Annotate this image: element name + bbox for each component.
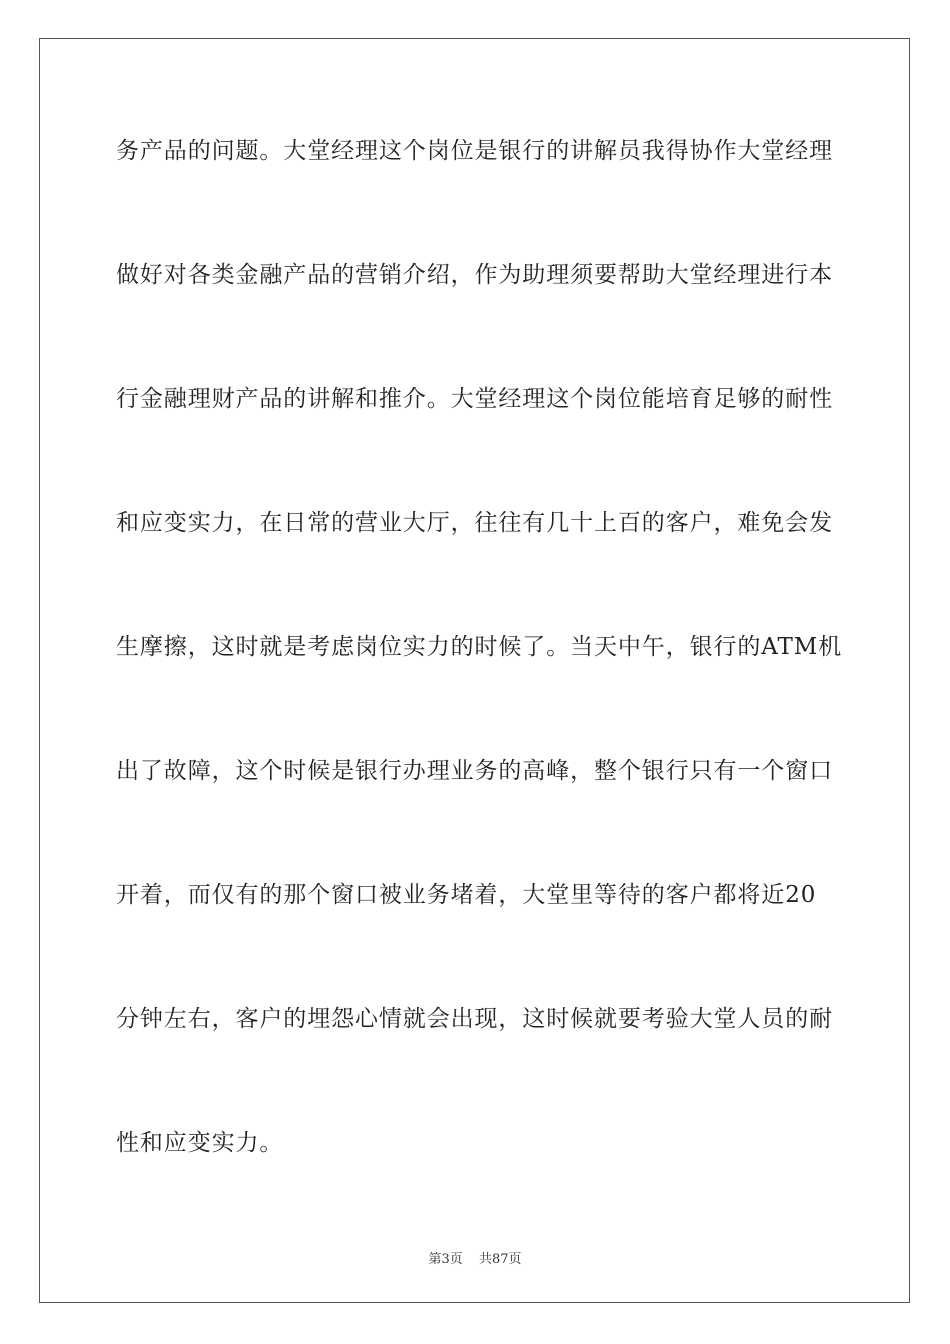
page-total: 共87页 <box>478 1252 522 1267</box>
text-line: 出了故障，这个时候是银行办理业务的高峰，整个银行只有一个窗口 <box>116 758 833 784</box>
text-line: 行金融理财产品的讲解和推介。大堂经理这个岗位能培育足够的耐性 <box>116 386 833 412</box>
page-number: 第3页 <box>428 1252 463 1267</box>
text-line: 性和应变实力。 <box>116 1130 284 1156</box>
text-line: 做好对各类金融产品的营销介绍，作为助理须要帮助大堂经理进行本 <box>116 262 833 288</box>
text-line: 生摩擦，这时就是考虑岗位实力的时候了。当天中午，银行的ATM机 <box>116 634 843 660</box>
page-footer <box>0 1248 950 1267</box>
text-line: 务产品的问题。大堂经理这个岗位是银行的讲解员我得协作大堂经理 <box>116 138 833 164</box>
document-body <box>116 124 843 1240</box>
text-line: 分钟左右，客户的埋怨心情就会出现，这时候就要考验大堂人员的耐 <box>116 1006 833 1032</box>
text-line: 和应变实力，在日常的营业大厅，往往有几十上百的客户，难免会发 <box>116 510 833 536</box>
text-line: 开着，而仅有的那个窗口被业务堵着，大堂里等待的客户都将近20 <box>116 882 817 908</box>
